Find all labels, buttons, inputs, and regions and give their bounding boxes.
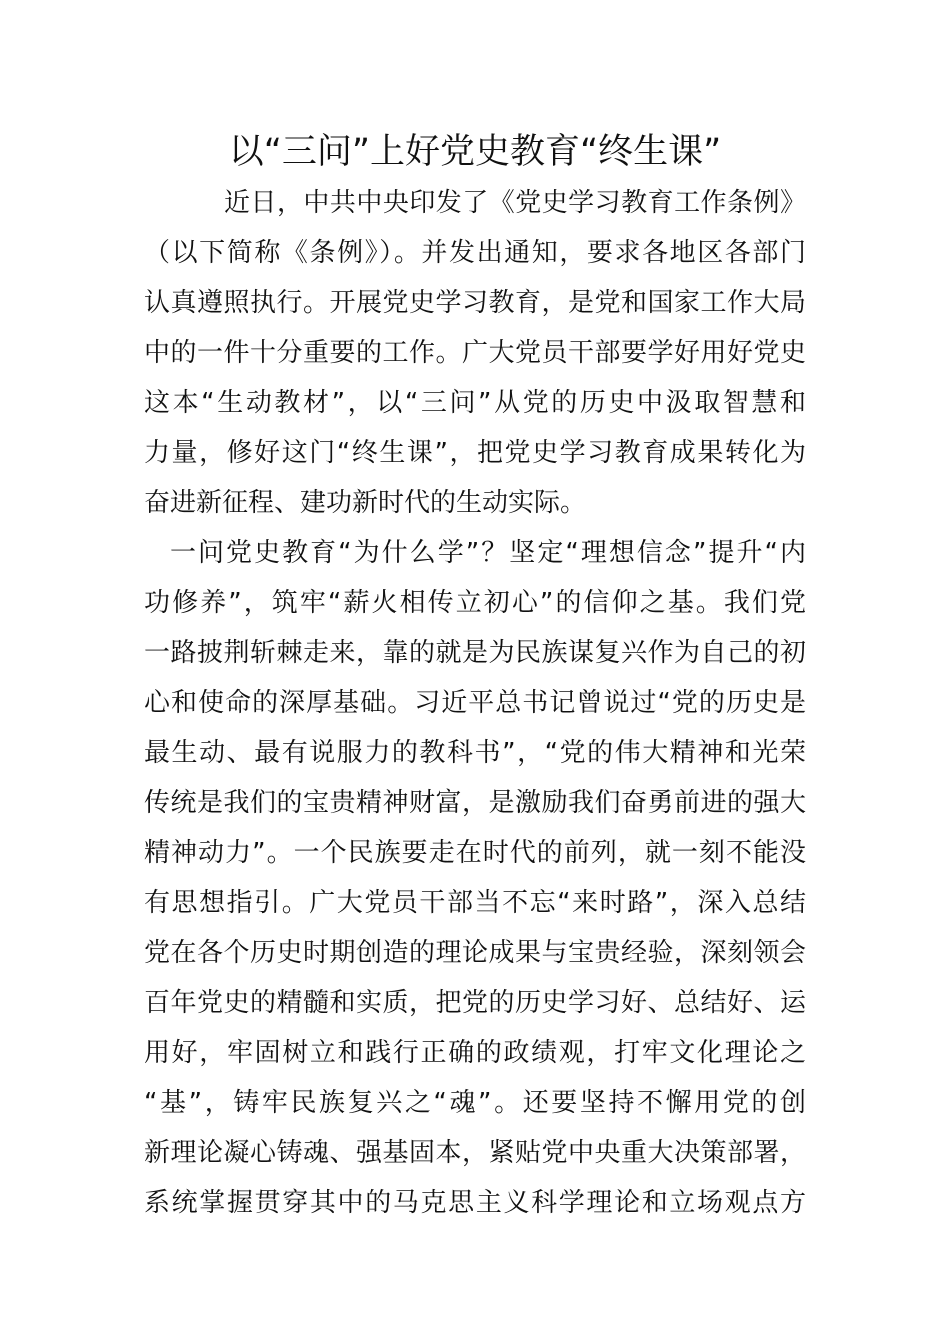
text-line: 用好，牢固树立和践行正确的政绩观，打牢文化理论之 <box>144 1038 806 1068</box>
text-line: 中的一件十分重要的工作。广大党员干部要学好用好党史 <box>144 338 806 368</box>
text-line: 新理论凝心铸魂、强基固本，紧贴党中央重大决策部署， <box>144 1138 806 1168</box>
text-line: 一路披荆斩棘走来，靠的就是为民族谋复兴作为自己的初 <box>144 638 806 668</box>
text-line: 系统掌握贯穿其中的马克思主义科学理论和立场观点方 <box>144 1188 806 1218</box>
text-line: 最生动、最有说服力的教科书”，“党的伟大精神和光荣 <box>144 738 806 768</box>
text-line: 传统是我们的宝贵精神财富，是激励我们奋勇前进的强大 <box>144 788 806 818</box>
text-line: 一问党史教育“为什么学”？坚定“理想信念”提升“内 <box>170 538 806 568</box>
text-line: 功修养”，筑牢“薪火相传立初心”的信仰之基。我们党 <box>144 588 806 618</box>
document-body <box>144 178 806 1228</box>
text-line: 力量，修好这门“终生课”，把党史学习教育成果转化为 <box>144 438 806 468</box>
text-line: 百年党史的精髓和实质，把党的历史学习好、总结好、运 <box>144 988 806 1018</box>
text-line: （以下简称《条例》）。并发出通知，要求各地区各部门 <box>144 238 806 268</box>
text-line: 奋进新征程、建功新时代的生动实际。 <box>144 488 587 518</box>
text-line: 心和使命的深厚基础。习近平总书记曾说过“党的历史是 <box>144 688 806 718</box>
paragraph-2 <box>144 528 806 1228</box>
text-line: 党在各个历史时期创造的理论成果与宝贵经验，深刻领会 <box>144 938 806 968</box>
text-line: 精神动力”。一个民族要走在时代的前列，就一刻不能没 <box>144 838 806 868</box>
text-line: 有思想指引。广大党员干部当不忘“来时路”，深入总结 <box>144 888 806 918</box>
text-line: 近日，中共中央印发了《党史学习教育工作条例》 <box>224 188 806 218</box>
text-line: 认真遵照执行。开展党史学习教育，是党和国家工作大局 <box>144 288 806 318</box>
text-line: “基”，铸牢民族复兴之“魂”。还要坚持不懈用党的创 <box>144 1088 806 1118</box>
paragraph-1 <box>144 178 806 528</box>
text-line: 这本“生动教材”，以“三问”从党的历史中汲取智慧和 <box>144 388 806 418</box>
document-title: 以“三问”上好党史教育“终生课” <box>228 132 722 172</box>
